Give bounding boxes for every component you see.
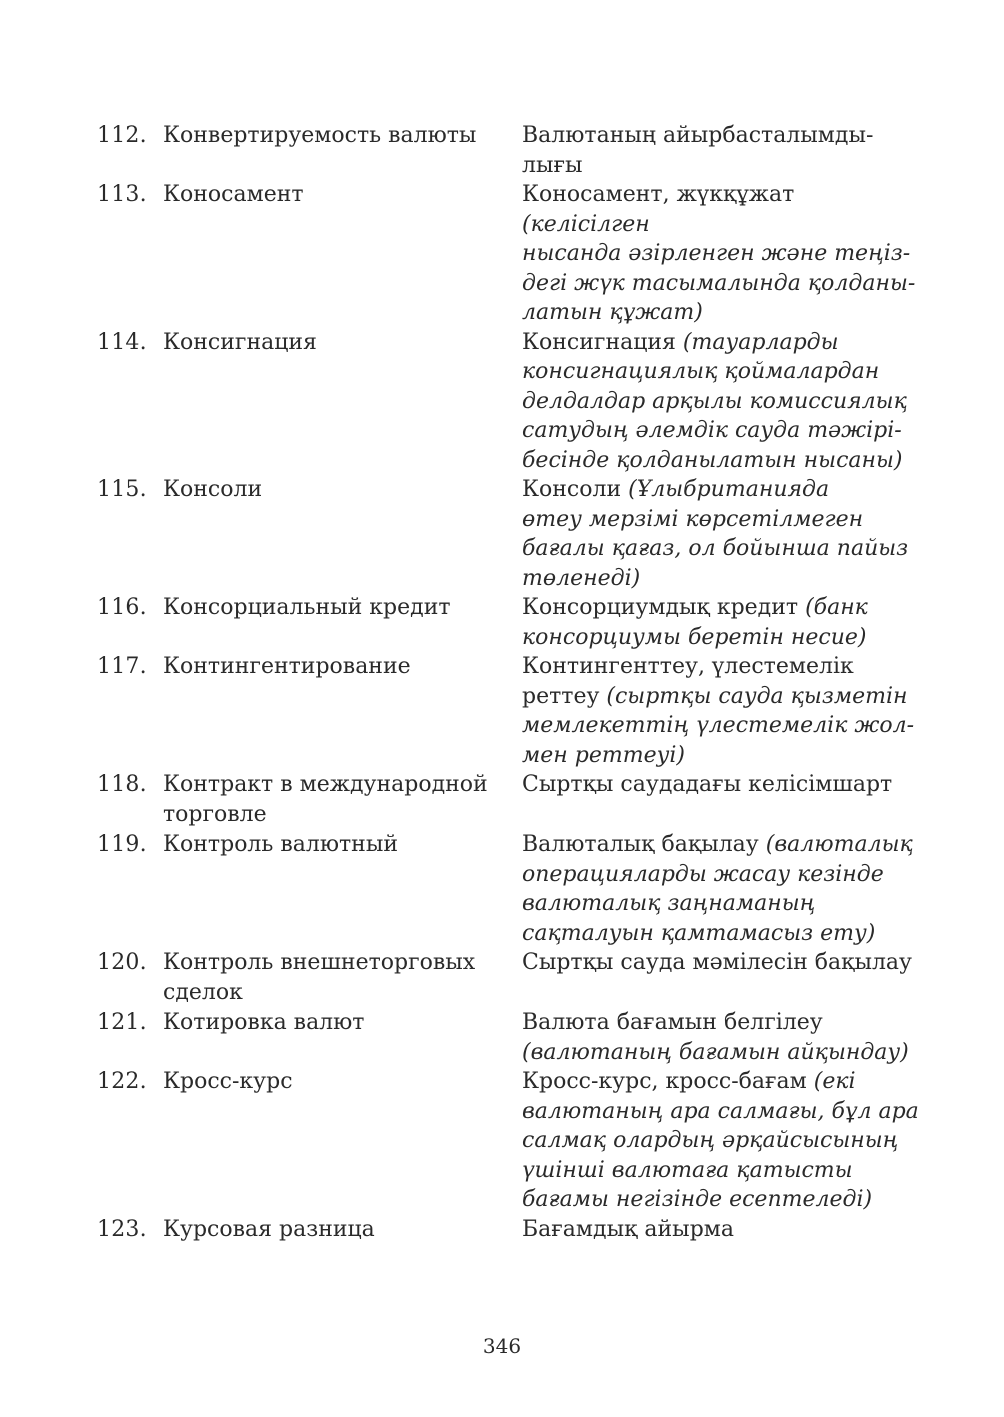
- entry-term: Коносамент: [163, 182, 304, 207]
- glossary-entry: [97, 475, 927, 593]
- translation-note: (валюталық операцияларды жасау кезінде валюталық заңнаманың сақталуын қамтамасыз ету): [522, 832, 913, 946]
- translation-note: (екі валютаның ара салмағы, бұл ара салмақ олардың әрқайсысының үшінші валютаға қатысты бағамы негізінде есептеледі): [522, 1069, 919, 1212]
- glossary-entry: [97, 770, 927, 830]
- entry-term: Контракт в международной торговле: [163, 772, 488, 827]
- entry-term: Кросс-курс: [163, 1069, 293, 1094]
- entry-term: Конвертируемость валюты: [163, 123, 477, 148]
- translation-text: Консорциумдық кредит: [522, 595, 806, 620]
- entry-term: Котировка валют: [163, 1010, 365, 1035]
- entry-translation: [522, 770, 922, 800]
- translation-text: Контингенттеу, үлестемелік реттеу: [522, 654, 854, 709]
- glossary-list: [97, 121, 927, 1245]
- entry-term: Консоли: [163, 477, 263, 502]
- translation-text: Сыртқы саудадағы келісімшарт: [522, 772, 893, 797]
- entry-term: Курсовая разница: [163, 1216, 375, 1242]
- entry-number: 112.: [97, 123, 147, 148]
- translation-note: (Ұлыбританияда өтеу мерзімі көрсетілмеген бағалы қағаз, ол бойынша пайыз төленеді): [522, 477, 909, 591]
- glossary-entry: [97, 593, 927, 652]
- entry-term: Контроль валютный: [163, 832, 399, 857]
- glossary-entry: [97, 948, 927, 1008]
- entry-translation: [522, 593, 922, 652]
- translation-text: Консоли: [522, 477, 629, 502]
- translation-text: Валюта бағамын белгілеу: [522, 1010, 823, 1035]
- translation-text: Валютаның айырбасталымды- лығы: [522, 123, 874, 178]
- translation-note: (банк консорциумы беретін несие): [522, 595, 868, 650]
- translation-text: Сыртқы сауда мәмілесін бақылау: [522, 950, 912, 975]
- translation-note: (сыртқы сауда қызметін мемлекеттің үлестемелік жол- мен реттеуі): [522, 683, 915, 768]
- entry-term: Контроль внешнеторговых сделок: [163, 950, 476, 1005]
- translation-text: Кросс-курс, кросс-бағам: [522, 1069, 814, 1094]
- entry-term: Консигнация: [163, 329, 317, 355]
- entry-translation: [522, 1008, 922, 1067]
- translation-text: Бағамдық айырма: [522, 1216, 735, 1242]
- entry-translation: [522, 328, 922, 476]
- translation-text: Коносамент, жүкқұжат: [522, 182, 795, 207]
- page-number: 346: [482, 1334, 522, 1358]
- glossary-entry: [97, 830, 927, 948]
- entry-number: 117.: [97, 654, 147, 679]
- entry-translation: [522, 180, 922, 328]
- entry-translation: [522, 1215, 922, 1245]
- glossary-entry: [97, 121, 927, 180]
- entry-number: 119.: [97, 832, 147, 857]
- entry-translation: [522, 475, 922, 593]
- entry-number: 114.: [97, 329, 147, 355]
- entry-term: Контингентирование: [163, 654, 411, 679]
- entry-translation: [522, 1067, 922, 1215]
- glossary-entry: [97, 180, 927, 328]
- entry-number: 113.: [97, 182, 147, 207]
- entry-number: 118.: [97, 772, 147, 797]
- translation-note: (валютаның бағамын айқындау): [522, 1039, 909, 1065]
- glossary-entry: [97, 328, 927, 476]
- entry-translation: [522, 121, 922, 180]
- entry-number: 122.: [97, 1069, 147, 1094]
- entry-number: 116.: [97, 595, 147, 620]
- entry-translation: [522, 652, 922, 770]
- entry-term: Консорциальный кредит: [163, 595, 451, 620]
- entry-translation: [522, 830, 922, 948]
- translation-text: Валюталық бақылау: [522, 832, 766, 857]
- entry-translation: [522, 948, 922, 978]
- glossary-entry: [97, 1008, 927, 1067]
- entry-number: 121.: [97, 1010, 147, 1035]
- glossary-entry: [97, 1215, 927, 1245]
- translation-note: (тауарларды консигнациялық қоймалардан делдалдар арқылы комиссиялық сатудың әлемдік сауда тәжірі- бесінде қолданылатын нысаны): [522, 329, 907, 473]
- translation-text: Консигнация: [522, 329, 683, 355]
- entry-number: 123.: [97, 1216, 147, 1242]
- glossary-entry: [97, 652, 927, 770]
- translation-note: (келісілген нысанда әзірленген және теңіз- дегі жүк тасымалында қолданы- латын құжат): [522, 211, 916, 325]
- entry-number: 115.: [97, 477, 147, 502]
- glossary-entry: [97, 1067, 927, 1215]
- entry-number: 120.: [97, 950, 147, 975]
